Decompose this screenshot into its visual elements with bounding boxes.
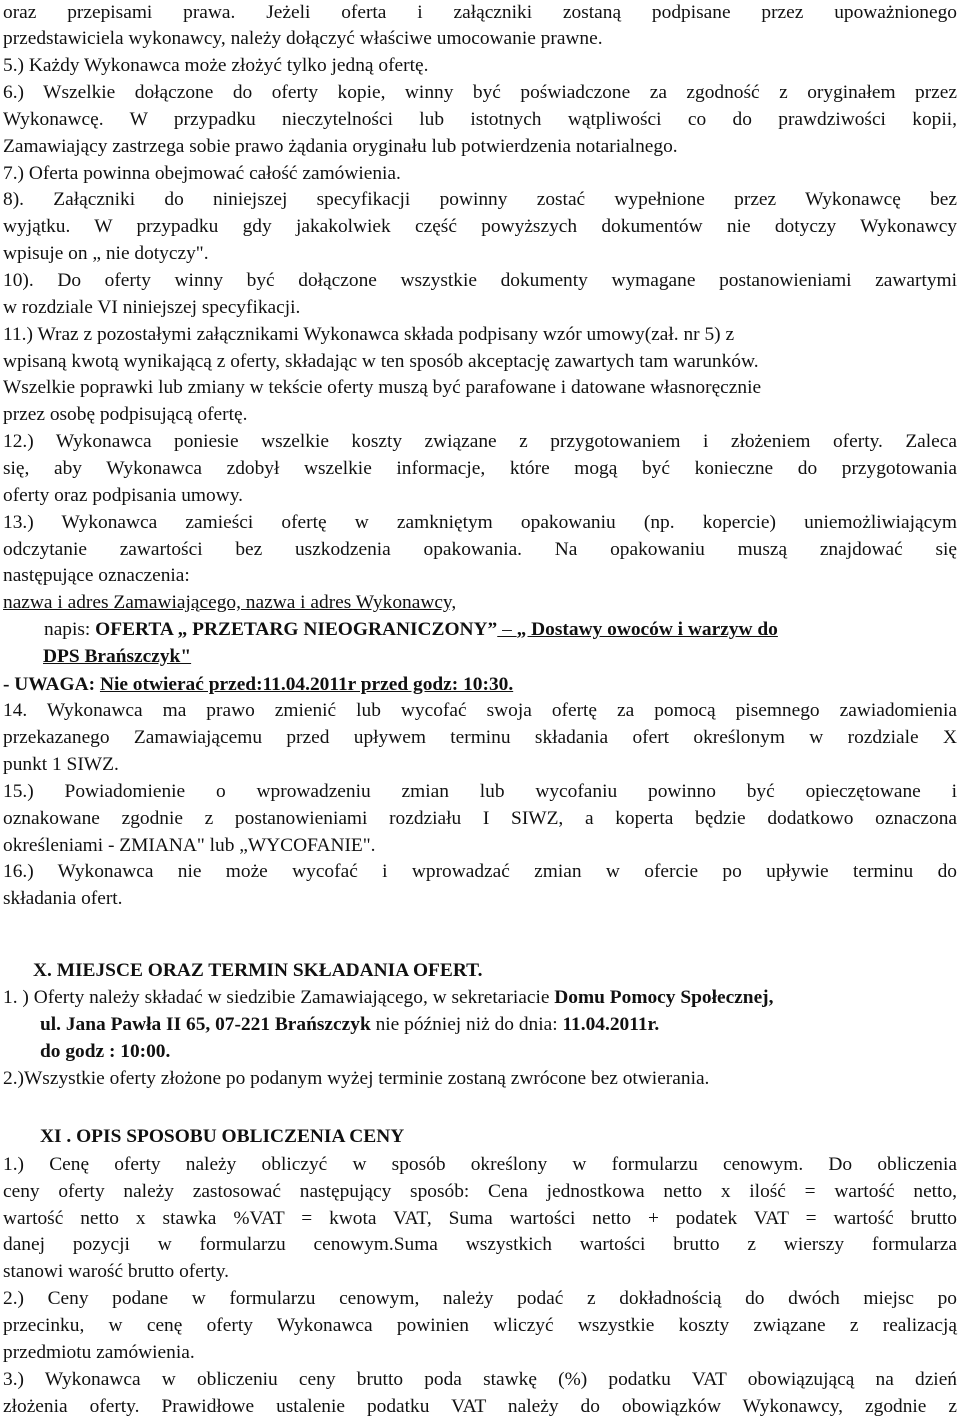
text-line: 5.) Każdy Wykonawca może złożyć tylko jedną ofertę. — [3, 55, 429, 76]
text-line: 3.) Wykonawca w obliczeniu ceny brutto poda stawkę (%) podatku VAT obowiązującą na dzień — [3, 1369, 957, 1390]
text-line: oznakowane zgodnie z postanowieniami rozdziału I SIWZ, a koperta będzie dodatkowo oznaczona — [3, 808, 957, 829]
warning-text: Nie otwierać przed:11.04.2011r przed godz: 10:30. — [99, 674, 514, 695]
warning-line — [3, 672, 957, 699]
text-line: w rozdziale VI niniejszej specyfikacji. — [3, 297, 301, 318]
text-line: wpisuje on „ nie dotyczy". — [3, 243, 209, 264]
text-line: 10). Do oferty winny być dołączone wszystkie dokumenty wymagane postanowieniami zawartymi — [3, 270, 957, 291]
text-line: przedstawiciela wykonawcy, należy dołączyć właściwe umocowanie prawne. — [3, 28, 603, 49]
text-line: 7.) Oferta powinna obejmować całość zamówienia. — [3, 163, 401, 184]
text-line: 2.)Wszystkie oferty złożone po podanym wyżej terminie zostaną zwrócone bez otwierania. — [3, 1068, 710, 1089]
text-line: stanowi warość brutto oferty. — [3, 1261, 229, 1282]
text-line: 12.) Wykonawca poniesie wszelkie koszty związane z przygotowaniem i złożeniem oferty. Zaleca — [3, 431, 957, 452]
text-line: oraz przepisami prawa. Jeżeli oferta i załączniki zostaną podpisane przez upoważnionego — [3, 2, 957, 23]
text-line: 16.) Wykonawca nie może wycofać i wprowadzać zmian w ofercie po upływie terminu do — [3, 861, 957, 882]
text-line: następujące oznaczenia: — [3, 565, 190, 586]
text-line: Wykonawcę. W przypadku nieczytelności lub istotnych wątpliwości co do prawdziwości kopii, — [3, 109, 957, 130]
submission-deadline-text: nie później niż do dnia: — [370, 1014, 563, 1035]
text-line: przekazanego Zamawiającemu przed upływem terminu składania ofert określonym w rozdziale X — [3, 727, 957, 748]
section-heading-x: X. MIEJSCE ORAZ TERMIN SKŁADANIA OFERT. — [33, 960, 483, 981]
text-line: odczytanie zawartości bez uszkodzenia opakowania. Na opakowaniu muszą znajdować się — [3, 539, 957, 560]
text-line: 15.) Powiadomienie o wprowadzeniu zmian lub wycofaniu powinno być opieczętowane i — [3, 781, 957, 802]
text-line: 11.) Wraz z pozostałymi załącznikami Wykonawca składa podpisany wzór umowy(zał. nr 5) z — [3, 324, 735, 345]
envelope-title-offer: OFERTA „ PRZETARG NIEOGRANICZONY” — [95, 619, 498, 640]
text-line: wyjątku. W przypadku gdy jakakolwiek część powyższych dokumentów nie dotyczy Wykonawcy — [3, 216, 957, 237]
submission-institution: Domu Pomocy Społecznej, — [554, 987, 774, 1008]
text-line: wartość netto x stawka %VAT = kwota VAT, Suma wartości netto + podatek VAT = wartość brutto — [3, 1208, 957, 1229]
submission-deadline-date: 11.04.2011r. — [562, 1014, 660, 1035]
text-line: 2.) Ceny podane w formularzu cenowym, należy podać z dokładnością do dwóch miejsc po — [3, 1288, 957, 1309]
submission-address: ul. Jana Pawła II 65, 07-221 Brańszczyk — [40, 1014, 371, 1035]
text-line: złożenia oferty. Prawidłowe ustalenie podatku VAT należy do obowiązków Wykonawcy, zgodnie z — [3, 1396, 957, 1417]
text-line: Zamawiający zastrzega sobie prawo żądania oryginału lub potwierdzenia notarialnego. — [3, 136, 678, 157]
envelope-napis-prefix: napis: — [44, 619, 96, 640]
text-line: 6.) Wszelkie dołączone do oferty kopie, winny być poświadczone za zgodność z oryginałem przez — [3, 82, 957, 103]
text-line: składania ofert. — [3, 888, 123, 909]
text-line: 14. Wykonawca ma prawo zmienić lub wycofać swoja ofertę za pomocą pisemnego zawiadomienia — [3, 700, 957, 721]
text-line: przedmiotu zamówienia. — [3, 1342, 195, 1363]
text-line: wpisaną kwotą wynikającą z oferty, składając w ten sposób akceptację zawartych tam warunków. — [3, 351, 759, 372]
text-line — [40, 1012, 957, 1039]
text-line: danej pozycji w formularzu cenowym.Suma wszystkich wartości brutto z wierszy formularza — [3, 1234, 957, 1255]
text-line: 13.) Wykonawca zamieści ofertę w zamkniętym opakowaniu (np. kopercie) uniemożliwiającym — [3, 512, 957, 533]
text-line: określeniami - ZMIANA" lub „WYCOFANIE". — [3, 835, 376, 856]
envelope-title-line — [44, 617, 957, 644]
text-line: 8). Załączniki do niniejszej specyfikacji powinny zostać wypełnione przez Wykonawcę bez — [3, 189, 957, 210]
envelope-label-line: nazwa i adres Zamawiającego, nazwa i adres Wykonawcy, — [3, 592, 457, 613]
warning-prefix: - UWAGA: — [3, 674, 100, 695]
text-line: 1.) Cenę oferty należy obliczyć w sposób określony w formularzu cenowym. Do obliczenia — [3, 1154, 957, 1175]
text-line: przez osobę podpisującą ofertę. — [3, 404, 248, 425]
envelope-title-recipient: DPS Brańszczyk" — [43, 646, 192, 667]
text-line: Wszelkie poprawki lub zmiany w tekście oferty muszą być parafowane i datowane własnoręcznie — [3, 377, 762, 398]
submission-place-text: 1. ) Oferty należy składać w siedzibie Zamawiającego, w sekretariacie — [3, 987, 555, 1008]
text-line — [3, 985, 957, 1012]
text-line: przecinku, w cenę oferty Wykonawca powinien wliczyć wszystkie koszty związane z realizacją — [3, 1315, 957, 1336]
text-line: punkt 1 SIWZ. — [3, 754, 119, 775]
text-line: się, aby Wykonawca zdobył wszelkie informacje, które mogą być konieczne do przygotowania — [3, 458, 957, 479]
text-line: oferty oraz podpisania umowy. — [3, 485, 243, 506]
submission-deadline-time: do godz : 10:00. — [40, 1041, 171, 1062]
envelope-title-dash: – — [497, 619, 517, 640]
text-line: ceny oferty należy zastosować następujący sposób: Cena jednostkowa netto x ilość = wartość netto, — [3, 1181, 957, 1202]
section-heading-xi: XI . OPIS SPOSOBU OBLICZENIA CENY — [40, 1126, 405, 1147]
envelope-title-subject: „ Dostawy owoców i warzyw do — [516, 619, 778, 640]
